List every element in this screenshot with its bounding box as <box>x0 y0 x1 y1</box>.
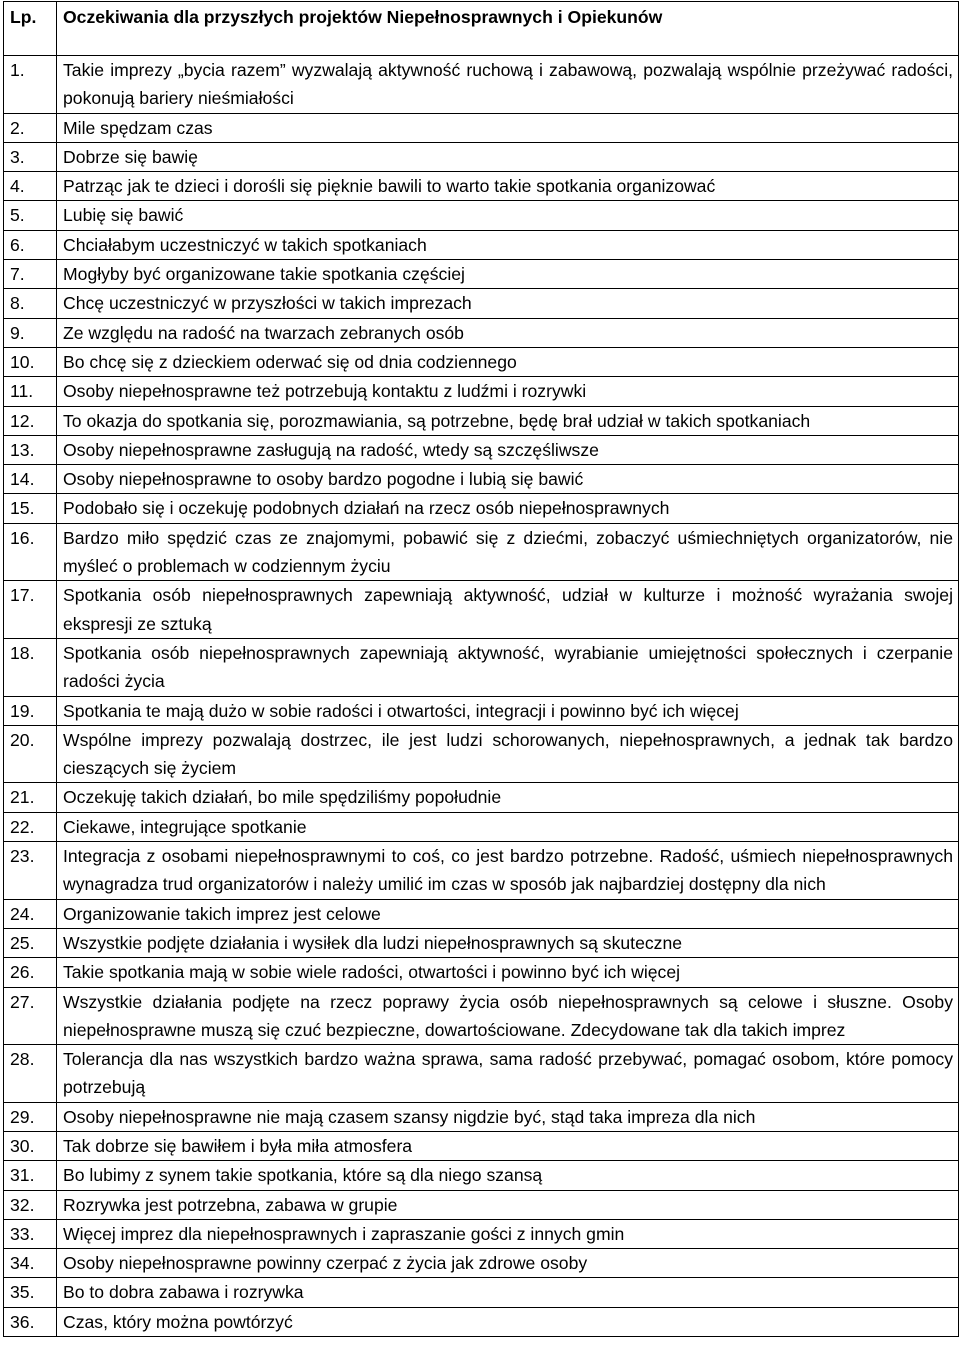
table-row <box>4 987 959 1045</box>
table-row <box>4 696 959 725</box>
row-text: Podobało się i oczekuję podobnych działań na rzecz osób niepełnosprawnych <box>57 494 959 523</box>
row-text: Więcej imprez dla niepełnosprawnych i zapraszanie gości z innych gmin <box>57 1219 959 1248</box>
table-row <box>4 958 959 987</box>
table-row <box>4 783 959 812</box>
row-text: To okazja do spotkania się, porozmawiania, są potrzebne, będę brał udział w takich spotkaniach <box>57 406 959 435</box>
row-number: 13. <box>4 435 57 464</box>
row-number: 29. <box>4 1102 57 1131</box>
table-row <box>4 172 959 201</box>
row-text: Mile spędzam czas <box>57 113 959 142</box>
row-text: Osoby niepełnosprawne powinny czerpać z życia jak zdrowe osoby <box>57 1249 959 1278</box>
table-row <box>4 1249 959 1278</box>
row-number: 25. <box>4 928 57 957</box>
table-body <box>4 2 959 1337</box>
row-number: 14. <box>4 465 57 494</box>
row-text: Osoby niepełnosprawne zasługują na radość, wtedy są szczęśliwsze <box>57 435 959 464</box>
row-number: 17. <box>4 581 57 639</box>
table-row <box>4 113 959 142</box>
table-row <box>4 289 959 318</box>
row-text: Bo to dobra zabawa i rozrywka <box>57 1278 959 1307</box>
row-number: 11. <box>4 377 57 406</box>
row-number: 28. <box>4 1045 57 1103</box>
table-row <box>4 842 959 900</box>
row-number: 36. <box>4 1307 57 1336</box>
row-number: 27. <box>4 987 57 1045</box>
row-number: 12. <box>4 406 57 435</box>
table-row <box>4 142 959 171</box>
table-header-row <box>4 2 959 56</box>
expectations-table <box>3 1 959 1337</box>
row-text: Wspólne imprezy pozwalają dostrzec, ile jest ludzi schorowanych, niepełnosprawnych, a jednak tak bardzo cieszących się życiem <box>57 725 959 783</box>
row-number: 8. <box>4 289 57 318</box>
table-row <box>4 1219 959 1248</box>
row-text: Patrząc jak te dzieci i dorośli się pięknie bawili to warto takie spotkania organizować <box>57 172 959 201</box>
table-row <box>4 1102 959 1131</box>
table-row <box>4 812 959 841</box>
table-row <box>4 581 959 639</box>
table-row <box>4 406 959 435</box>
row-text: Czas, który można powtórzyć <box>57 1307 959 1336</box>
row-number: 1. <box>4 56 57 114</box>
row-text: Takie imprezy „bycia razem” wyzwalają aktywność ruchową i zabawową, pozwalają wspólnie przeżywać radości, pokonują bariery nieśmiałości <box>57 56 959 114</box>
row-number: 16. <box>4 523 57 581</box>
row-text: Dobrze się bawię <box>57 142 959 171</box>
row-number: 21. <box>4 783 57 812</box>
row-number: 18. <box>4 638 57 696</box>
table-row <box>4 230 959 259</box>
row-number: 23. <box>4 842 57 900</box>
table-row <box>4 638 959 696</box>
row-text: Chciałabym uczestniczyć w takich spotkaniach <box>57 230 959 259</box>
table-row <box>4 899 959 928</box>
row-number: 22. <box>4 812 57 841</box>
row-number: 34. <box>4 1249 57 1278</box>
row-text: Ze względu na radość na twarzach zebranych osób <box>57 318 959 347</box>
row-number: 32. <box>4 1190 57 1219</box>
table-row <box>4 1190 959 1219</box>
table-row <box>4 1278 959 1307</box>
row-number: 26. <box>4 958 57 987</box>
row-number: 24. <box>4 899 57 928</box>
row-number: 19. <box>4 696 57 725</box>
row-number: 10. <box>4 347 57 376</box>
row-text: Spotkania osób niepełnosprawnych zapewniają aktywność, udział w kulturze i możność wyrażania swojej ekspresji ze sztuką <box>57 581 959 639</box>
row-text: Bo lubimy z synem takie spotkania, które są dla niego szansą <box>57 1161 959 1190</box>
row-text: Ciekawe, integrujące spotkanie <box>57 812 959 841</box>
row-text: Bo chcę się z dzieckiem oderwać się od dnia codziennego <box>57 347 959 376</box>
header-title: Oczekiwania dla przyszłych projektów Niepełnosprawnych i Opiekunów <box>57 2 959 56</box>
row-number: 30. <box>4 1131 57 1160</box>
row-text: Rozrywka jest potrzebna, zabawa w grupie <box>57 1190 959 1219</box>
table-row <box>4 347 959 376</box>
row-number: 2. <box>4 113 57 142</box>
table-row <box>4 928 959 957</box>
row-text: Oczekuję takich działań, bo mile spędziliśmy popołudnie <box>57 783 959 812</box>
row-number: 9. <box>4 318 57 347</box>
table-row <box>4 435 959 464</box>
row-text: Osoby niepełnosprawne nie mają czasem szansy nigdzie być, stąd taka impreza dla nich <box>57 1102 959 1131</box>
row-number: 5. <box>4 201 57 230</box>
table-row <box>4 1045 959 1103</box>
row-text: Spotkania osób niepełnosprawnych zapewniają aktywność, wyrabianie umiejętności społecznych i czerpanie radości życia <box>57 638 959 696</box>
row-text: Lubię się bawić <box>57 201 959 230</box>
row-text: Chcę uczestniczyć w przyszłości w takich imprezach <box>57 289 959 318</box>
row-number: 6. <box>4 230 57 259</box>
row-text: Takie spotkania mają w sobie wiele radości, otwartości i powinno być ich więcej <box>57 958 959 987</box>
row-text: Wszystkie podjęte działania i wysiłek dla ludzi niepełnosprawnych są skuteczne <box>57 928 959 957</box>
row-number: 7. <box>4 260 57 289</box>
row-text: Tak dobrze się bawiłem i była miła atmosfera <box>57 1131 959 1160</box>
table-row <box>4 56 959 114</box>
row-number: 3. <box>4 142 57 171</box>
row-text: Osoby niepełnosprawne to osoby bardzo pogodne i lubią się bawić <box>57 465 959 494</box>
table-row <box>4 494 959 523</box>
row-text: Integracja z osobami niepełnosprawnymi to coś, co jest bardzo potrzebne. Radość, uśmiech niepełnosprawnych wynagradza trud organizatorów i należy umilić im czas w sposób jak najbardziej dostępny dla nich <box>57 842 959 900</box>
table-row <box>4 1161 959 1190</box>
row-text: Osoby niepełnosprawne też potrzebują kontaktu z ludźmi i rozrywki <box>57 377 959 406</box>
table-row <box>4 377 959 406</box>
table-row <box>4 1307 959 1336</box>
row-text: Mogłyby być organizowane takie spotkania częściej <box>57 260 959 289</box>
row-text: Wszystkie działania podjęte na rzecz poprawy życia osób niepełnosprawnych są celowe i słuszne. Osoby niepełnosprawne muszą się czuć bezpieczne, dowartościowane. Zdecydowane tak dla takich imprez <box>57 987 959 1045</box>
row-text: Organizowanie takich imprez jest celowe <box>57 899 959 928</box>
row-text: Spotkania te mają dużo w sobie radości i otwartości, integracji i powinno być ich więcej <box>57 696 959 725</box>
table-row <box>4 201 959 230</box>
table-row <box>4 318 959 347</box>
row-text: Tolerancja dla nas wszystkich bardzo ważna sprawa, sama radość przebywać, pomagać osobom, które pomocy potrzebują <box>57 1045 959 1103</box>
table-row <box>4 465 959 494</box>
row-number: 33. <box>4 1219 57 1248</box>
row-number: 31. <box>4 1161 57 1190</box>
table-row <box>4 523 959 581</box>
table-row <box>4 725 959 783</box>
table-row <box>4 1131 959 1160</box>
row-text: Bardzo miło spędzić czas ze znajomymi, pobawić się z dziećmi, zobaczyć uśmiechniętych organizatorów, nie myśleć o problemach w codziennym życiu <box>57 523 959 581</box>
row-number: 4. <box>4 172 57 201</box>
header-number: Lp. <box>4 2 57 56</box>
row-number: 20. <box>4 725 57 783</box>
row-number: 35. <box>4 1278 57 1307</box>
table-row <box>4 260 959 289</box>
row-number: 15. <box>4 494 57 523</box>
